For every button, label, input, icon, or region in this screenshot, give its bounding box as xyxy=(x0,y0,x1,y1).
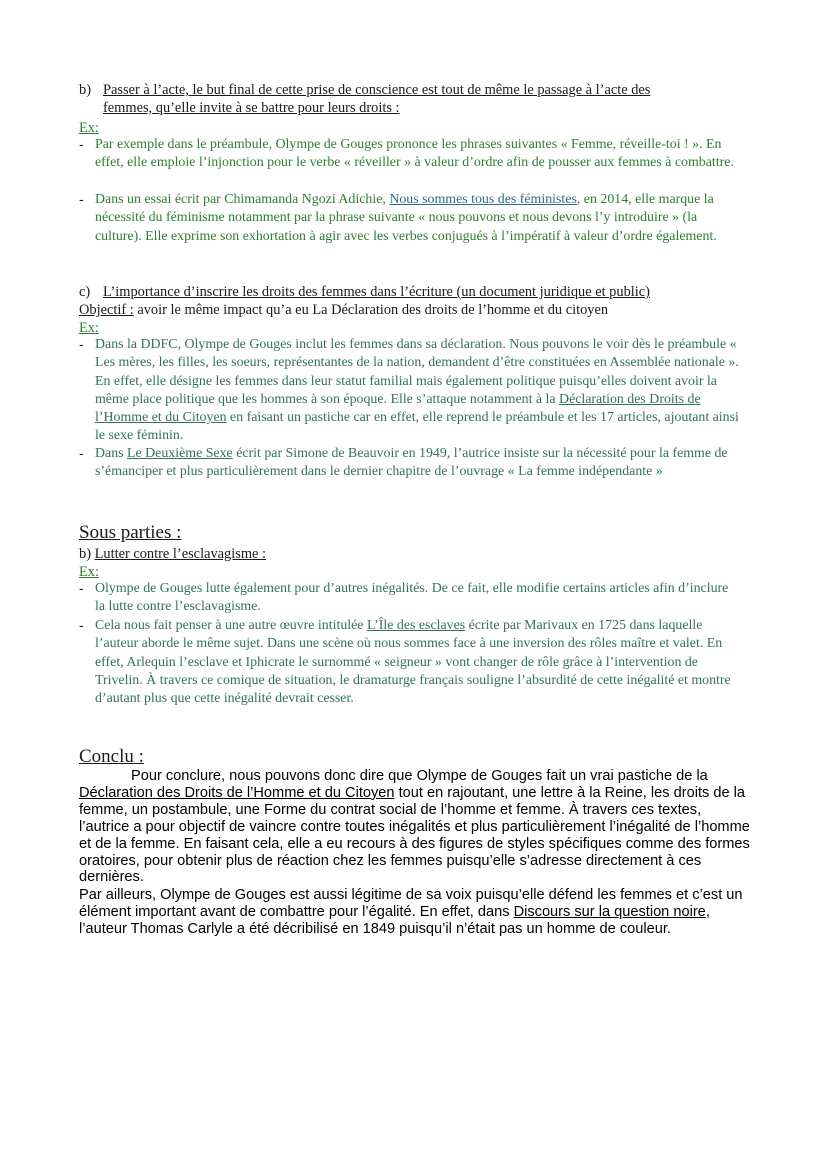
book-title-link: Nous sommes tous des féministes xyxy=(389,192,577,207)
section-title-line1: Passer à l’acte, le but final de cette prise de conscience est tout de même le passage à l’acte des xyxy=(103,82,651,98)
list-item xyxy=(79,191,739,246)
section-title-line2: femmes, qu’elle invite à se battre pour leurs droits : xyxy=(103,100,400,116)
sous-parties-title: Sous parties : xyxy=(79,522,182,543)
conclusion-paragraph xyxy=(79,768,755,886)
section-letter: c) xyxy=(79,284,91,300)
list-item-text: écrite par Marivaux en 1725 dans laquelle l’auteur aborde le même sujet. Dans une scène où nous sommes face à une inversion des rôles maître et valet. En effet, Arlequin l’esclave et Iphicrate le surnommé « seigneur » vont changer de rôle grâce à l’intervention de Trivelin. À travers ce comique de situation, le dramaturge français souligne l’absurdité de cette inégalité et montre d’autant plus que cette inégalité devrait cesser. xyxy=(95,618,731,707)
objectif-label: Objectif : xyxy=(79,302,134,318)
list-item-text: Dans xyxy=(95,446,128,461)
book-title-link: L’Île des esclaves xyxy=(366,618,466,633)
dash-bullet-icon: - xyxy=(79,336,84,352)
list-item-text: Olympe de Gouges lutte également pour d’autres inégalités. De ce fait, elle modifie certains articles afin d’inclure la lutte contre l’esclavagisme. xyxy=(95,581,729,615)
paragraph-text: tout en rajoutant, une lettre à la Reine, les droits de la femme, un postambule, une Forme du contrat social de l’homme et femme. À travers ces textes, l’autrice a pour objectif de vaincre contre toutes inégalités et plus particulièrement l’inégalité de l’homme et de la femme. En faisant cela, elle a eu recours à des figures de styles spécifiques comme des formes oratoires, pour obtenir plus de réaction chez les femmes puisqu’elle s’adresse directement à ces dernières. xyxy=(79,784,750,886)
list-item-text: Cela nous fait penser à une autre œuvre intitulée xyxy=(95,618,367,633)
conclu-title: Conclu : xyxy=(79,746,144,767)
objectif-line xyxy=(79,301,608,319)
list-item xyxy=(79,580,739,617)
dash-bullet-icon: - xyxy=(79,191,84,207)
section-title: L’importance d’inscrire les droits des femmes dans l’écriture (un document juridique et public) xyxy=(103,284,650,300)
list-item xyxy=(79,336,739,446)
paragraph-text: , l’auteur Thomas Carlyle a été décribilisé en 1849 puisqu’il n’était pas un homme de couleur. xyxy=(79,903,710,937)
list-item xyxy=(79,445,739,482)
list-item xyxy=(79,136,739,173)
dash-bullet-icon: - xyxy=(79,617,84,633)
paragraph-text: Pour conclure, nous pouvons donc dire que Olympe de Gouges fait un vrai pastiche de la xyxy=(131,768,708,784)
book-title-link: Le Deuxième Sexe xyxy=(127,446,233,461)
book-title-link: Discours sur la question noire xyxy=(513,903,706,920)
dash-bullet-icon: - xyxy=(79,580,84,596)
subsection-heading xyxy=(79,545,266,563)
declaration-link: Déclaration des Droits de l’Homme et du Citoyen xyxy=(79,784,395,801)
list-item-text: Dans un essai écrit par Chimamanda Ngozi Adichie, xyxy=(95,192,390,207)
ex-label: Ex: xyxy=(79,564,99,580)
list-item-text: Par exemple dans le préambule, Olympe de Gouges prononce les phrases suivantes « Femme, réveille-toi ! ». En effet, elle emploie l’injonction pour le verbe « réveiller » à valeur d’ordre afin de pousser aux femmes à combattre. xyxy=(95,137,734,171)
dash-bullet-icon: - xyxy=(79,445,84,461)
objectif-text: avoir le même impact qu’a eu La Déclaration des droits de l’homme et du citoyen xyxy=(133,302,609,318)
list-item-text: Dans la DDFC, Olympe de Gouges inclut les femmes dans sa déclaration. Nous pouvons le voir dès le préambule « Les mères, les filles, les soeurs, représentantes de la nation, demandent d’être constituées en Assemblée nationale ». En effet, elle désigne les femmes dans leur statut familial mais également politique puisqu’elles doivent avoir la même place politique que les hommes à son époque. Elle s’attaque notamment à la xyxy=(95,337,739,407)
section-b-heading xyxy=(79,81,650,117)
section-letter: b) xyxy=(79,82,91,98)
subsection-letter: b) xyxy=(79,546,95,562)
list-item xyxy=(79,617,739,708)
ex-label: Ex: xyxy=(79,320,99,336)
paragraph-text: Par ailleurs, Olympe de Gouges est aussi légitime de sa voix puisqu’elle défend les femmes et c’est un élément important avant de combattre pour l’égalité. En effet, dans xyxy=(79,887,743,920)
ex-label: Ex: xyxy=(79,120,99,136)
dash-bullet-icon: - xyxy=(79,136,84,152)
list-item-text: en faisant un pastiche car en effet, elle reprend le préambule et les 17 articles, ajoutant ainsi le sexe féminin. xyxy=(95,410,739,444)
conclusion-paragraph xyxy=(79,887,755,938)
section-c-heading xyxy=(79,283,650,301)
subsection-title: Lutter contre l’esclavagisme : xyxy=(94,546,267,562)
list-item-text: , en 2014, elle marque la nécessité du féminisme notamment par la phrase suivante « nous pouvons et nous devons l’y introduire » (la culture). Elle exprime son exhortation à agir avec les verbes conjugués à l’impératif à valeur d’ordre également. xyxy=(95,192,717,244)
declaration-link: Déclaration des Droits de l’Homme et du Citoyen xyxy=(95,391,701,426)
list-item-text: écrit par Simone de Beauvoir en 1949, l’autrice insiste sur la nécessité pour la femme de s’émanciper et plus particulièrement dans le dernier chapitre de l’ouvrage « La femme indépendante » xyxy=(95,446,728,480)
